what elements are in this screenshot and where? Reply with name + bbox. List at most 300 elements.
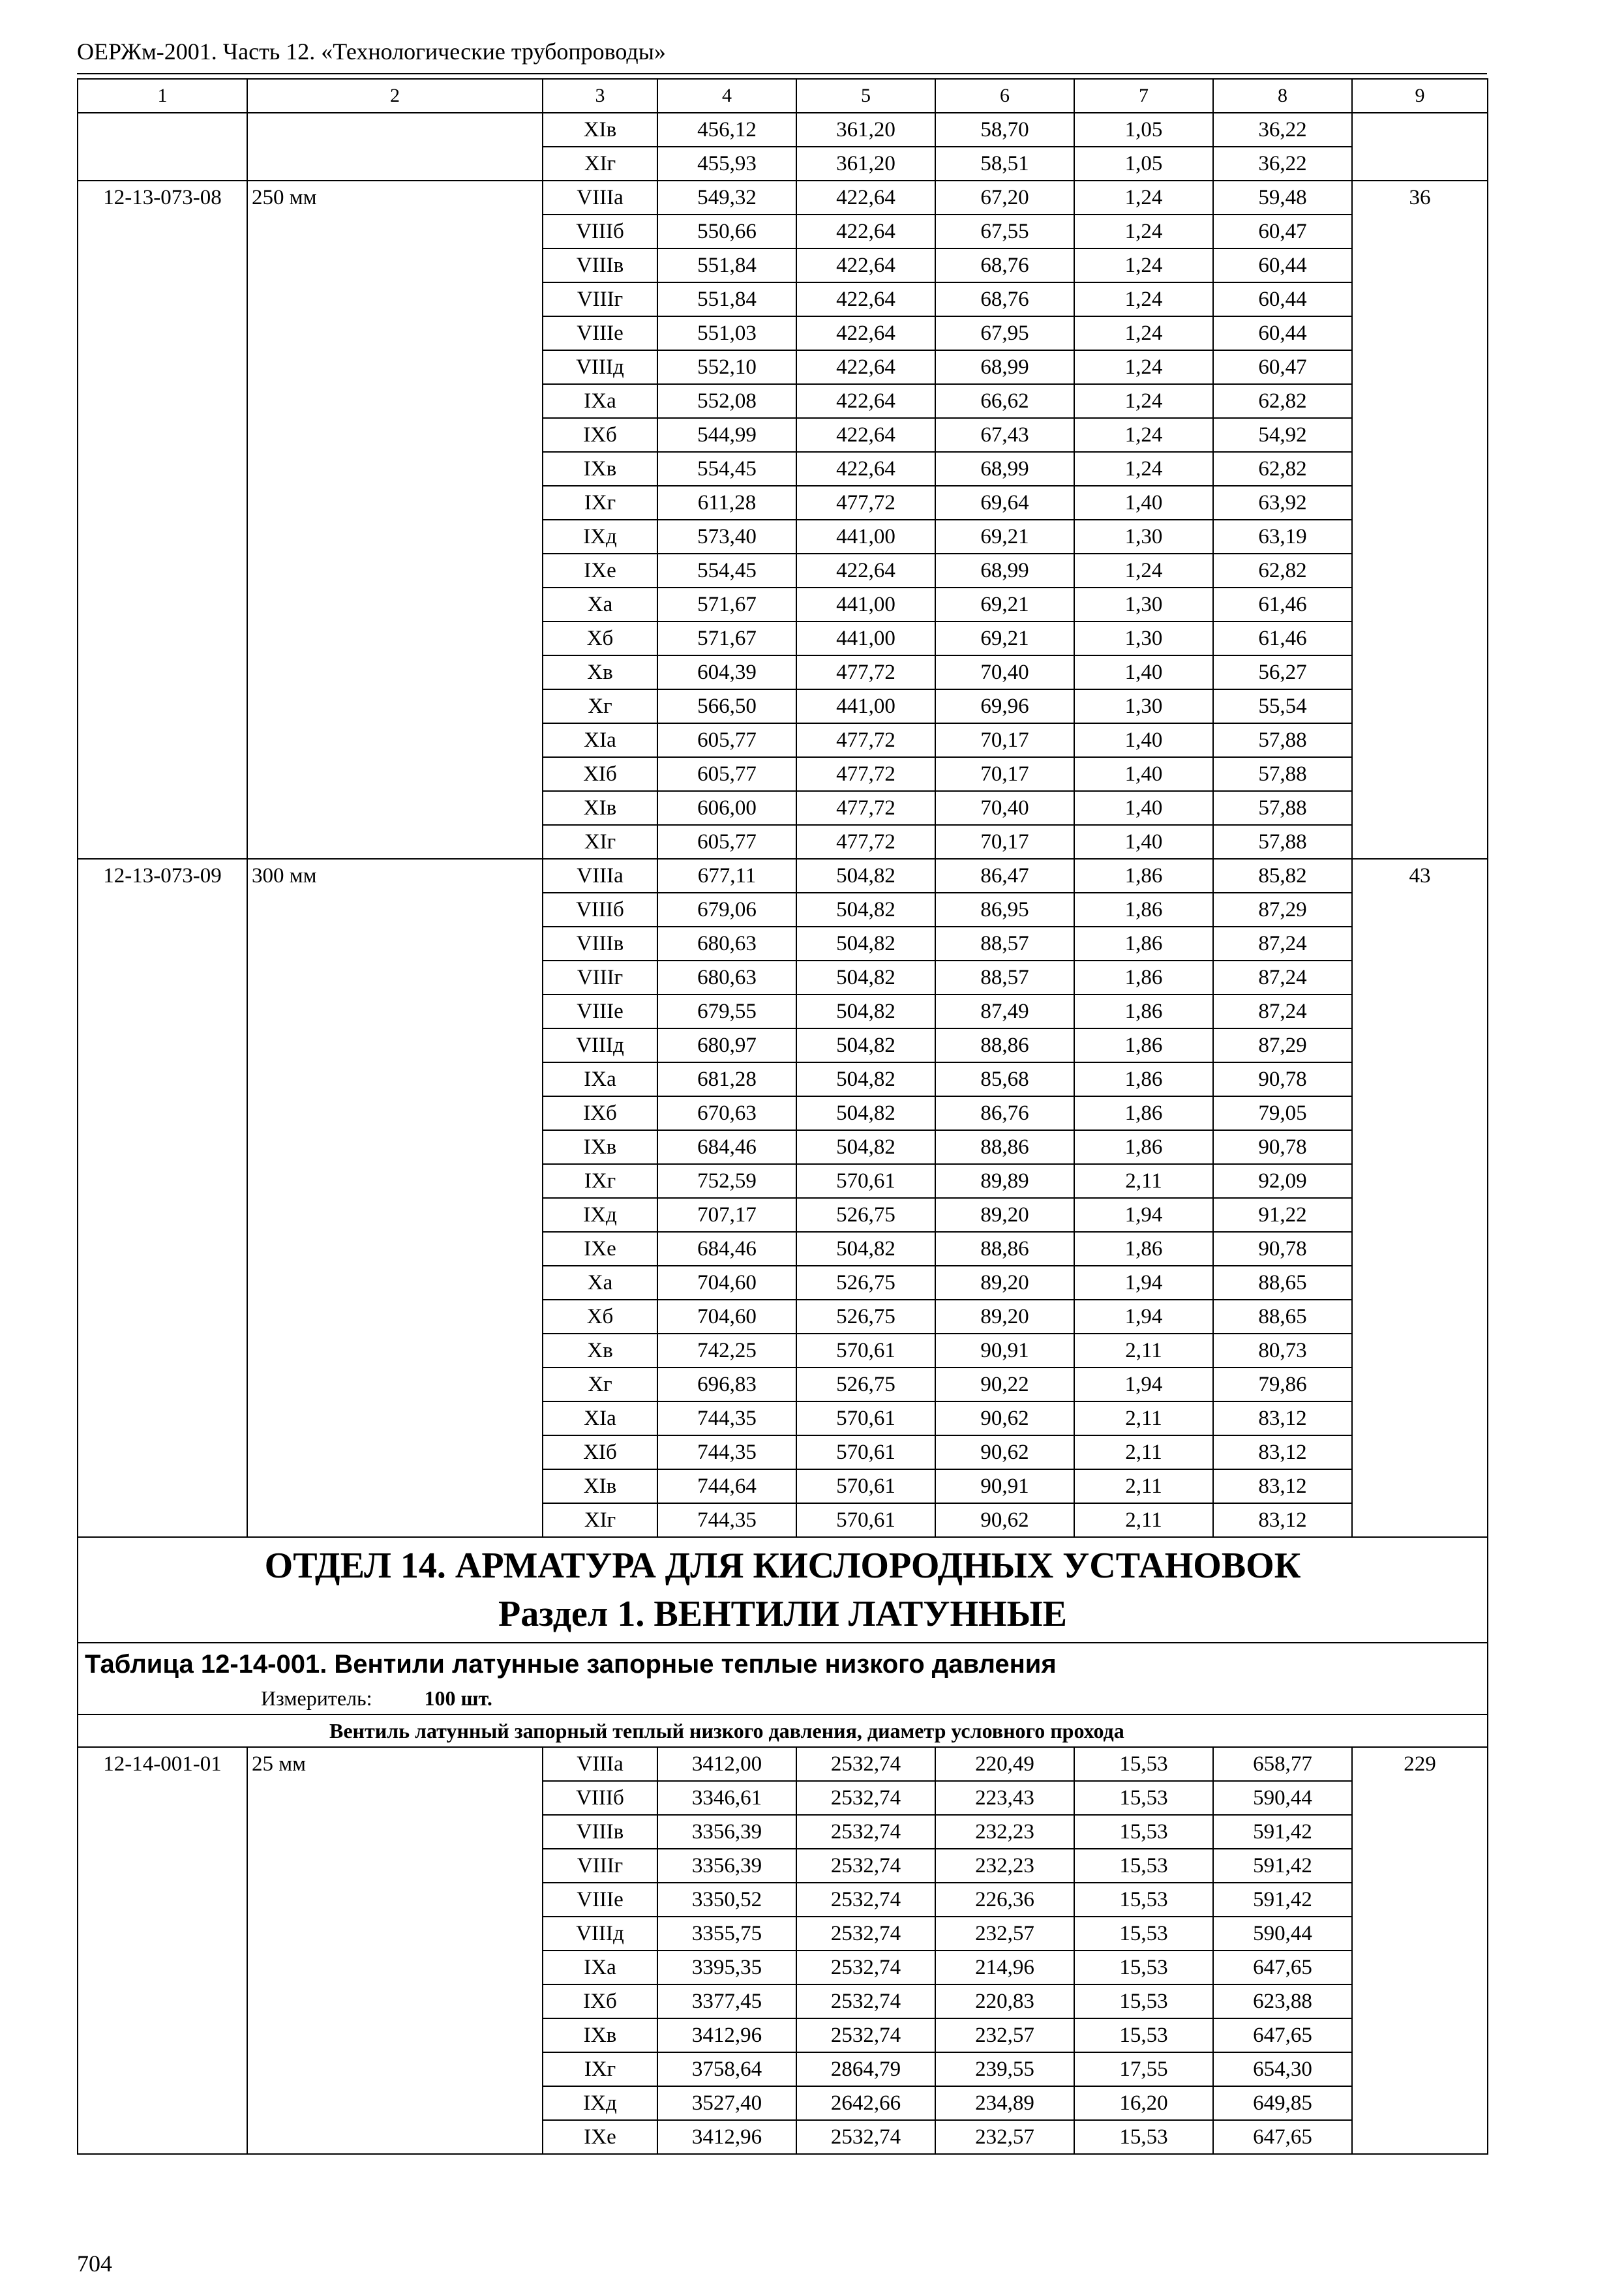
value-col6: 88,86 bbox=[935, 1130, 1074, 1164]
value-col7: 1,40 bbox=[1074, 757, 1213, 791]
rate-code-cont bbox=[78, 1368, 247, 1401]
rate-code-cont bbox=[78, 1198, 247, 1232]
value-col9-cont bbox=[1352, 1849, 1488, 1883]
value-col6: 86,76 bbox=[935, 1096, 1074, 1130]
value-col8: 88,65 bbox=[1213, 1266, 1352, 1300]
value-col5: 441,00 bbox=[796, 689, 935, 723]
value-col8: 56,27 bbox=[1213, 655, 1352, 689]
value-col5: 422,64 bbox=[796, 384, 935, 418]
nominal-diameter-cont bbox=[247, 1232, 543, 1266]
value-col7: 1,24 bbox=[1074, 181, 1213, 215]
value-col9-cont bbox=[1352, 893, 1488, 927]
value-col9-cont bbox=[1352, 2086, 1488, 2120]
class-cell: Xг bbox=[543, 689, 657, 723]
rate-code-cont bbox=[78, 1503, 247, 1537]
value-col8: 83,12 bbox=[1213, 1503, 1352, 1537]
table-row bbox=[78, 1368, 1488, 1401]
value-col8: 59,48 bbox=[1213, 181, 1352, 215]
value-col8: 87,24 bbox=[1213, 961, 1352, 995]
class-cell: VIIIв bbox=[543, 248, 657, 282]
nominal-diameter-cont bbox=[247, 452, 543, 486]
value-col7: 1,86 bbox=[1074, 961, 1213, 995]
value-col5: 2532,74 bbox=[796, 1849, 935, 1883]
value-col9-cont bbox=[1352, 1815, 1488, 1849]
value-col5: 2532,74 bbox=[796, 1984, 935, 2018]
class-cell: Xа bbox=[543, 1266, 657, 1300]
nominal-diameter-cont bbox=[247, 2086, 543, 2120]
value-col4: 552,08 bbox=[657, 384, 796, 418]
value-col4: 571,67 bbox=[657, 588, 796, 621]
value-col8: 83,12 bbox=[1213, 1469, 1352, 1503]
value-col5: 422,64 bbox=[796, 215, 935, 248]
value-col5: 422,64 bbox=[796, 554, 935, 588]
table-row bbox=[78, 588, 1488, 621]
value-col6: 58,51 bbox=[935, 147, 1074, 181]
value-col4: 551,03 bbox=[657, 316, 796, 350]
value-col5: 2532,74 bbox=[796, 1747, 935, 1781]
table-row bbox=[78, 248, 1488, 282]
value-col7: 1,30 bbox=[1074, 621, 1213, 655]
value-col8: 62,82 bbox=[1213, 384, 1352, 418]
value-col6: 90,91 bbox=[935, 1469, 1074, 1503]
value-col7: 1,24 bbox=[1074, 350, 1213, 384]
table-title: Таблица 12-14-001. Вентили латунные запорные теплые низкого давления bbox=[85, 1650, 1057, 1679]
value-col7: 1,24 bbox=[1074, 384, 1213, 418]
header-rule bbox=[77, 73, 1487, 74]
value-col4: 605,77 bbox=[657, 723, 796, 757]
nominal-diameter-cont bbox=[247, 961, 543, 995]
value-col9-cont bbox=[1352, 1951, 1488, 1984]
value-col8: 79,86 bbox=[1213, 1368, 1352, 1401]
value-col7: 1,40 bbox=[1074, 723, 1213, 757]
value-col5: 361,20 bbox=[796, 147, 935, 181]
nominal-diameter-cont bbox=[247, 1435, 543, 1469]
value-col8: 60,47 bbox=[1213, 350, 1352, 384]
value-col5: 422,64 bbox=[796, 181, 935, 215]
value-col7: 1,24 bbox=[1074, 316, 1213, 350]
value-col9: 229 bbox=[1352, 1747, 1488, 1781]
value-col8: 649,85 bbox=[1213, 2086, 1352, 2120]
table-row bbox=[78, 1815, 1488, 1849]
table-row bbox=[78, 181, 1488, 215]
table-row bbox=[78, 418, 1488, 452]
rate-code-cont bbox=[78, 723, 247, 757]
class-cell: IXд bbox=[543, 2086, 657, 2120]
rate-code-cont bbox=[78, 1435, 247, 1469]
value-col5: 570,61 bbox=[796, 1469, 935, 1503]
value-col4: 680,63 bbox=[657, 961, 796, 995]
class-cell: XIг bbox=[543, 147, 657, 181]
value-col4: 544,99 bbox=[657, 418, 796, 452]
value-col6: 90,22 bbox=[935, 1368, 1074, 1401]
value-col7: 1,86 bbox=[1074, 893, 1213, 927]
table-row bbox=[78, 520, 1488, 554]
nominal-diameter: 300 мм bbox=[247, 859, 543, 893]
value-col9-cont bbox=[1352, 1368, 1488, 1401]
value-col9-cont bbox=[1352, 452, 1488, 486]
value-col7: 1,30 bbox=[1074, 520, 1213, 554]
value-col6: 69,96 bbox=[935, 689, 1074, 723]
column-number-9: 9 bbox=[1352, 79, 1488, 113]
value-col8: 61,46 bbox=[1213, 588, 1352, 621]
rate-code-cont bbox=[78, 1849, 247, 1883]
rate-code-cont bbox=[78, 1028, 247, 1062]
rate-code-cont bbox=[78, 1164, 247, 1198]
nominal-diameter-cont bbox=[247, 2052, 543, 2086]
table-row bbox=[78, 1232, 1488, 1266]
value-col9-cont bbox=[1352, 282, 1488, 316]
value-col4: 744,35 bbox=[657, 1435, 796, 1469]
rate-code-cont bbox=[78, 520, 247, 554]
value-col5: 477,72 bbox=[796, 791, 935, 825]
value-col6: 68,99 bbox=[935, 554, 1074, 588]
nominal-diameter-cont bbox=[247, 418, 543, 452]
rate-code-cont bbox=[78, 2052, 247, 2086]
value-col8: 88,65 bbox=[1213, 1300, 1352, 1334]
value-col7: 1,24 bbox=[1074, 452, 1213, 486]
value-col7: 1,86 bbox=[1074, 1232, 1213, 1266]
class-cell: IXд bbox=[543, 1198, 657, 1232]
value-col8: 647,65 bbox=[1213, 2120, 1352, 2154]
table-row bbox=[78, 215, 1488, 248]
value-col8: 91,22 bbox=[1213, 1198, 1352, 1232]
value-col9-cont bbox=[1352, 2120, 1488, 2154]
page-number: 704 bbox=[77, 2251, 112, 2277]
rate-code-cont bbox=[78, 1951, 247, 1984]
value-col4: 605,77 bbox=[657, 757, 796, 791]
table-row bbox=[78, 2120, 1488, 2154]
value-col4: 704,60 bbox=[657, 1300, 796, 1334]
value-col6: 69,21 bbox=[935, 621, 1074, 655]
table-row bbox=[78, 927, 1488, 961]
column-number-1: 1 bbox=[78, 79, 247, 113]
value-col6: 232,57 bbox=[935, 2120, 1074, 2154]
value-col4: 3346,61 bbox=[657, 1781, 796, 1815]
value-col7: 2,11 bbox=[1074, 1164, 1213, 1198]
rate-code-cont bbox=[78, 147, 247, 181]
nominal-diameter-cont bbox=[247, 1130, 543, 1164]
rate-code-cont bbox=[78, 1815, 247, 1849]
class-cell: Xв bbox=[543, 655, 657, 689]
class-cell: IXб bbox=[543, 1096, 657, 1130]
value-col4: 696,83 bbox=[657, 1368, 796, 1401]
value-col4: 3412,96 bbox=[657, 2018, 796, 2052]
rate-code-cont bbox=[78, 1401, 247, 1435]
class-cell: VIIIв bbox=[543, 927, 657, 961]
rate-code: 12-13-073-09 bbox=[78, 859, 247, 893]
nominal-diameter-cont bbox=[247, 893, 543, 927]
rate-code-cont bbox=[78, 689, 247, 723]
nominal-diameter: 25 мм bbox=[247, 1747, 543, 1781]
nominal-diameter-cont bbox=[247, 1503, 543, 1537]
value-col6: 220,49 bbox=[935, 1747, 1074, 1781]
value-col5: 477,72 bbox=[796, 757, 935, 791]
nominal-diameter-cont bbox=[247, 1917, 543, 1951]
section-title-line2: Раздел 1. ВЕНТИЛИ ЛАТУННЫЕ bbox=[498, 1594, 1067, 1634]
value-col5: 477,72 bbox=[796, 723, 935, 757]
class-cell: VIIIе bbox=[543, 1883, 657, 1917]
nominal-diameter-cont bbox=[247, 282, 543, 316]
class-cell: IXг bbox=[543, 486, 657, 520]
value-col9-cont bbox=[1352, 1401, 1488, 1435]
value-col6: 232,23 bbox=[935, 1815, 1074, 1849]
value-col5: 422,64 bbox=[796, 350, 935, 384]
class-cell: VIIIг bbox=[543, 1849, 657, 1883]
value-col4: 3758,64 bbox=[657, 2052, 796, 2086]
value-col7: 1,05 bbox=[1074, 113, 1213, 147]
class-cell: IXе bbox=[543, 554, 657, 588]
value-col4: 551,84 bbox=[657, 248, 796, 282]
value-col7: 1,40 bbox=[1074, 486, 1213, 520]
class-cell: IXб bbox=[543, 418, 657, 452]
class-cell: IXв bbox=[543, 1130, 657, 1164]
value-col4: 3412,00 bbox=[657, 1747, 796, 1781]
value-col6: 234,89 bbox=[935, 2086, 1074, 2120]
value-col5: 477,72 bbox=[796, 825, 935, 859]
value-col6: 67,43 bbox=[935, 418, 1074, 452]
nominal-diameter-cont bbox=[247, 1028, 543, 1062]
value-col8: 90,78 bbox=[1213, 1062, 1352, 1096]
value-col7: 15,53 bbox=[1074, 2018, 1213, 2052]
class-cell: Xа bbox=[543, 588, 657, 621]
rate-code-cont bbox=[78, 1232, 247, 1266]
nominal-diameter-cont bbox=[247, 215, 543, 248]
value-col6: 58,70 bbox=[935, 113, 1074, 147]
value-col9-cont bbox=[1352, 1300, 1488, 1334]
rate-code-cont bbox=[78, 554, 247, 588]
value-col5: 504,82 bbox=[796, 927, 935, 961]
value-col6: 70,17 bbox=[935, 757, 1074, 791]
nominal-diameter-cont bbox=[247, 350, 543, 384]
value-col4: 704,60 bbox=[657, 1266, 796, 1300]
class-cell: VIIIб bbox=[543, 1781, 657, 1815]
value-col7: 1,24 bbox=[1074, 418, 1213, 452]
column-number-4: 4 bbox=[657, 79, 796, 113]
table-row bbox=[78, 995, 1488, 1028]
value-col8: 54,92 bbox=[1213, 418, 1352, 452]
table-row bbox=[78, 1917, 1488, 1951]
table-row bbox=[78, 723, 1488, 757]
nominal-diameter-cont bbox=[247, 384, 543, 418]
table-row bbox=[78, 1883, 1488, 1917]
rate-code: 12-14-001-01 bbox=[78, 1747, 247, 1781]
rate-code-cont bbox=[78, 1469, 247, 1503]
class-cell: IXв bbox=[543, 452, 657, 486]
value-col9-cont bbox=[1352, 1130, 1488, 1164]
rates-table-body bbox=[78, 79, 1488, 2154]
nominal-diameter-cont bbox=[247, 927, 543, 961]
value-col5: 2532,74 bbox=[796, 1781, 935, 1815]
value-col6: 88,86 bbox=[935, 1232, 1074, 1266]
meter-value: 100 шт. bbox=[424, 1686, 492, 1710]
value-col6: 88,57 bbox=[935, 927, 1074, 961]
table-row bbox=[78, 757, 1488, 791]
rate-code-cont bbox=[78, 1266, 247, 1300]
nominal-diameter-cont bbox=[247, 723, 543, 757]
value-col8: 87,29 bbox=[1213, 1028, 1352, 1062]
value-col9-cont bbox=[1352, 723, 1488, 757]
value-col4: 679,06 bbox=[657, 893, 796, 927]
table-row bbox=[78, 113, 1488, 147]
rate-code-cont bbox=[78, 452, 247, 486]
table-row bbox=[78, 1435, 1488, 1469]
value-col6: 68,99 bbox=[935, 350, 1074, 384]
nominal-diameter-cont bbox=[247, 1198, 543, 1232]
value-col4: 554,45 bbox=[657, 554, 796, 588]
class-cell: VIIIе bbox=[543, 316, 657, 350]
rate-code-cont bbox=[78, 825, 247, 859]
nominal-diameter-cont bbox=[247, 554, 543, 588]
table-row bbox=[78, 1130, 1488, 1164]
nominal-diameter-cont bbox=[247, 2120, 543, 2154]
value-col4: 684,46 bbox=[657, 1232, 796, 1266]
value-col7: 1,94 bbox=[1074, 1266, 1213, 1300]
value-col4: 707,17 bbox=[657, 1198, 796, 1232]
nominal-diameter-cont bbox=[247, 1883, 543, 1917]
value-col9: 36 bbox=[1352, 181, 1488, 215]
value-col8: 87,24 bbox=[1213, 927, 1352, 961]
value-col4: 3356,39 bbox=[657, 1849, 796, 1883]
column-number-2: 2 bbox=[247, 79, 543, 113]
value-col4: 670,63 bbox=[657, 1096, 796, 1130]
value-col7: 1,94 bbox=[1074, 1368, 1213, 1401]
class-cell: XIв bbox=[543, 791, 657, 825]
table-row bbox=[78, 1300, 1488, 1334]
column-number-5: 5 bbox=[796, 79, 935, 113]
value-col4: 456,12 bbox=[657, 113, 796, 147]
value-col8: 85,82 bbox=[1213, 859, 1352, 893]
value-col9 bbox=[1352, 113, 1488, 147]
nominal-diameter-cont bbox=[247, 1951, 543, 1984]
rate-code-cont bbox=[78, 655, 247, 689]
value-col6: 88,86 bbox=[935, 1028, 1074, 1062]
value-col9-cont bbox=[1352, 1334, 1488, 1368]
value-col8: 79,05 bbox=[1213, 1096, 1352, 1130]
value-col4: 681,28 bbox=[657, 1062, 796, 1096]
table-row bbox=[78, 791, 1488, 825]
value-col9-cont bbox=[1352, 1164, 1488, 1198]
value-col7: 1,86 bbox=[1074, 1028, 1213, 1062]
table-heading-row bbox=[78, 1643, 1488, 1714]
rate-code-cont bbox=[78, 791, 247, 825]
value-col4: 3356,39 bbox=[657, 1815, 796, 1849]
value-col8: 60,44 bbox=[1213, 316, 1352, 350]
table-row bbox=[78, 893, 1488, 927]
class-cell: IXа bbox=[543, 1951, 657, 1984]
value-col5: 361,20 bbox=[796, 113, 935, 147]
value-col6: 68,76 bbox=[935, 282, 1074, 316]
value-col9-cont bbox=[1352, 520, 1488, 554]
class-cell: IXа bbox=[543, 384, 657, 418]
value-col5: 2532,74 bbox=[796, 2018, 935, 2052]
value-col6: 68,99 bbox=[935, 452, 1074, 486]
rate-code-cont bbox=[78, 757, 247, 791]
value-col8: 63,19 bbox=[1213, 520, 1352, 554]
value-col6: 67,20 bbox=[935, 181, 1074, 215]
value-col9-cont bbox=[1352, 1232, 1488, 1266]
value-col6: 90,91 bbox=[935, 1334, 1074, 1368]
class-cell: VIIIа bbox=[543, 181, 657, 215]
value-col7: 15,53 bbox=[1074, 1984, 1213, 2018]
column-number-8: 8 bbox=[1213, 79, 1352, 113]
class-cell: XIб bbox=[543, 757, 657, 791]
nominal-diameter-cont bbox=[247, 248, 543, 282]
value-col5: 526,75 bbox=[796, 1300, 935, 1334]
value-col9-cont bbox=[1352, 248, 1488, 282]
value-col5: 441,00 bbox=[796, 621, 935, 655]
rate-code-cont bbox=[78, 588, 247, 621]
value-col5: 422,64 bbox=[796, 418, 935, 452]
value-col9: 43 bbox=[1352, 859, 1488, 893]
value-col8: 591,42 bbox=[1213, 1883, 1352, 1917]
nominal-diameter-cont bbox=[247, 316, 543, 350]
value-col7: 2,11 bbox=[1074, 1469, 1213, 1503]
meter-line bbox=[85, 1683, 1481, 1714]
rate-code-cont bbox=[78, 486, 247, 520]
value-col6: 226,36 bbox=[935, 1883, 1074, 1917]
value-col6: 232,23 bbox=[935, 1849, 1074, 1883]
value-col6: 70,17 bbox=[935, 723, 1074, 757]
value-col4: 742,25 bbox=[657, 1334, 796, 1368]
nominal-diameter-cont bbox=[247, 1334, 543, 1368]
value-col8: 57,88 bbox=[1213, 791, 1352, 825]
value-col4: 573,40 bbox=[657, 520, 796, 554]
value-col5: 422,64 bbox=[796, 316, 935, 350]
rate-code-cont bbox=[78, 1334, 247, 1368]
value-col9-cont bbox=[1352, 554, 1488, 588]
table-row bbox=[78, 350, 1488, 384]
value-col6: 67,95 bbox=[935, 316, 1074, 350]
value-col4: 684,46 bbox=[657, 1130, 796, 1164]
nominal-diameter-cont bbox=[247, 621, 543, 655]
class-cell: VIIIа bbox=[543, 1747, 657, 1781]
value-col6: 89,89 bbox=[935, 1164, 1074, 1198]
value-col6: 223,43 bbox=[935, 1781, 1074, 1815]
nominal-diameter-cont bbox=[247, 791, 543, 825]
value-col7: 2,11 bbox=[1074, 1503, 1213, 1537]
table-row bbox=[78, 1984, 1488, 2018]
nominal-diameter-cont bbox=[247, 1300, 543, 1334]
value-col4: 3350,52 bbox=[657, 1883, 796, 1917]
value-col9-cont bbox=[1352, 1469, 1488, 1503]
class-cell: XIв bbox=[543, 113, 657, 147]
value-col5: 2532,74 bbox=[796, 1917, 935, 1951]
value-col4: 3395,35 bbox=[657, 1951, 796, 1984]
value-col8: 590,44 bbox=[1213, 1917, 1352, 1951]
table-row bbox=[78, 147, 1488, 181]
nominal-diameter bbox=[247, 113, 543, 147]
value-col8: 57,88 bbox=[1213, 723, 1352, 757]
value-col6: 90,62 bbox=[935, 1503, 1074, 1537]
nominal-diameter-cont bbox=[247, 1401, 543, 1435]
class-cell: VIIIб bbox=[543, 215, 657, 248]
value-col6: 89,20 bbox=[935, 1198, 1074, 1232]
value-col8: 63,92 bbox=[1213, 486, 1352, 520]
value-col5: 2532,74 bbox=[796, 2120, 935, 2154]
value-col4: 677,11 bbox=[657, 859, 796, 893]
section-title-row bbox=[78, 1537, 1488, 1643]
nominal-diameter: 250 мм bbox=[247, 181, 543, 215]
value-col8: 92,09 bbox=[1213, 1164, 1352, 1198]
rate-code-cont bbox=[78, 1062, 247, 1096]
value-col9-cont bbox=[1352, 621, 1488, 655]
value-col6: 88,57 bbox=[935, 961, 1074, 995]
value-col7: 1,30 bbox=[1074, 588, 1213, 621]
rate-code-cont bbox=[78, 2086, 247, 2120]
value-col4: 744,35 bbox=[657, 1503, 796, 1537]
rate-code-cont bbox=[78, 927, 247, 961]
value-col9-cont bbox=[1352, 1503, 1488, 1537]
